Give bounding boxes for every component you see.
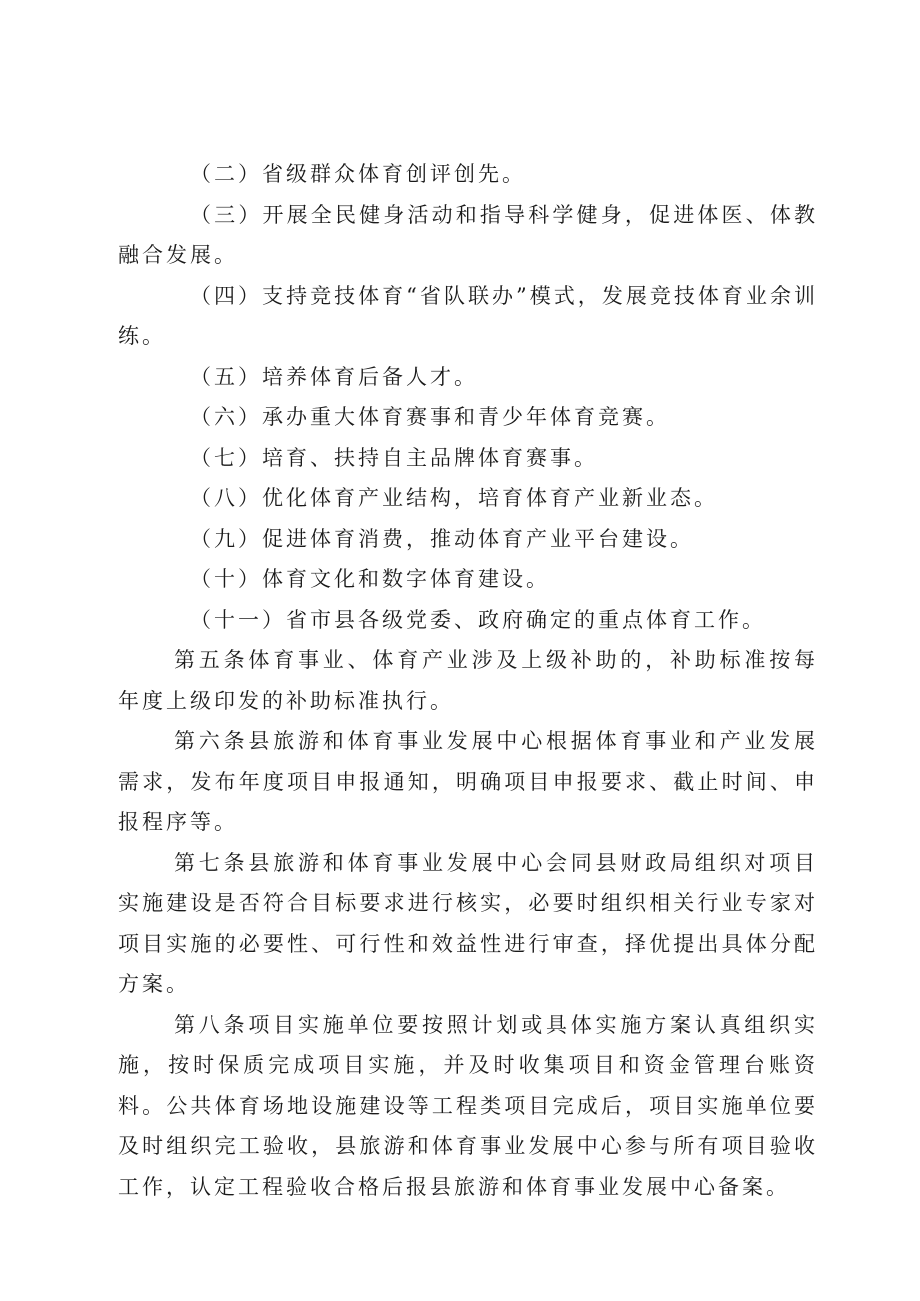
paragraph-article-8: 第八条项目实施单位要按照计划或具体实施方案认真组织实施，按时保质完成项目实施，并及时收集项目和资金管理台账资料。公共体育场地设施建设等工程类项目完成后，项目实施单位要及时组织完工验收，县旅游和体育事业发展中心参与所有项目验收工作，认定工程验收合格后报县旅游和体育事业发展中心备案。: [118, 1012, 818, 1199]
paragraph-article-6: 第六条县旅游和体育事业发展中心根据体育事业和产业发展需求，发布年度项目申报通知，明确项目申报要求、截止时间、申报程序等。: [118, 729, 818, 834]
paragraph-article-5: 第五条体育事业、体育产业涉及上级补助的，补助标准按每年度上级印发的补助标准执行。: [118, 648, 818, 713]
paragraph-item-4: （四）支持竞技体育“省队联办”模式，发展竞技体育业余训练。: [118, 283, 818, 348]
paragraph-item-11: （十一）省市县各级党委、政府确定的重点体育工作。: [190, 607, 766, 632]
paragraph-article-7: 第七条县旅游和体育事业发展中心会同县财政局组织对项目实施建设是否符合目标要求进行核实，必要时组织相关行业专家对项目实施的必要性、可行性和效益性进行审查，择优提出具体分配方案。: [118, 850, 818, 996]
paragraph-item-9: （九）促进体育消费，推动体育产业平台建设。: [190, 526, 694, 551]
document-body: [118, 154, 818, 1207]
paragraph-item-5: （五）培养体育后备人才。: [190, 364, 478, 389]
paragraph-item-3: （三）开展全民健身活动和指导科学健身，促进体医、体教融合发展。: [118, 202, 818, 267]
paragraph-item-10: （十）体育文化和数字体育建设。: [190, 567, 550, 591]
paragraph-item-8: （八）优化体育产业结构，培育体育产业新业态。: [190, 486, 718, 510]
paragraph-item-2: （二）省级群众体育创评创先。: [190, 162, 526, 186]
paragraph-item-7: （七）培育、扶持自主品牌体育赛事。: [190, 445, 598, 470]
paragraph-item-6: （六）承办重大体育赛事和青少年体育竞赛。: [190, 405, 670, 429]
